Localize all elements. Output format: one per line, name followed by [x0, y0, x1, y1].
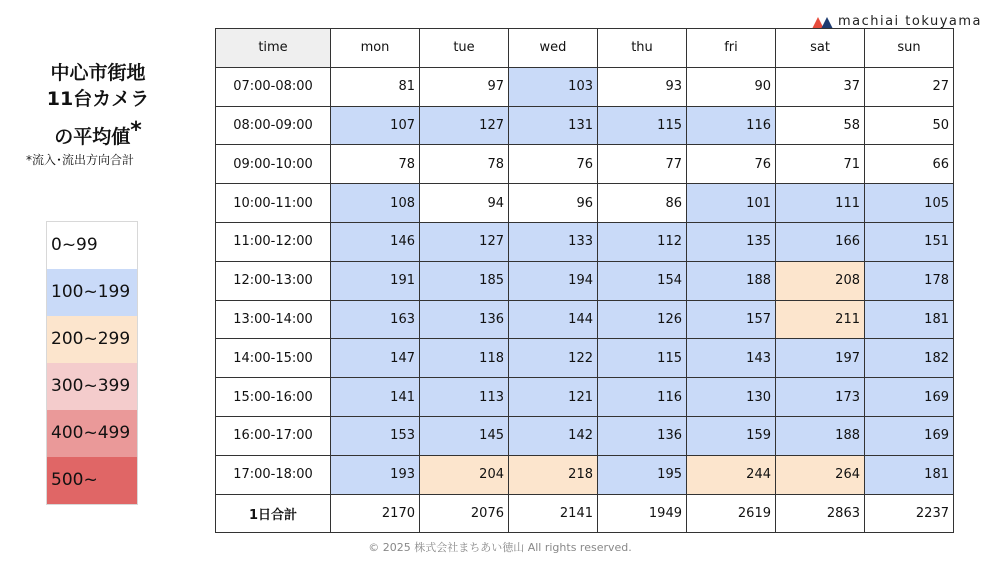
count-cell: 208 [776, 261, 865, 300]
footnote: *流入･流出方向合計 [26, 153, 135, 167]
count-cell: 142 [509, 416, 598, 455]
title-line-3-wrap [18, 116, 178, 152]
total-cell: 2863 [776, 494, 865, 533]
table-row [216, 184, 954, 223]
time-slot-cell: 13:00-14:00 [216, 300, 331, 339]
table-row [216, 222, 954, 261]
page-title [18, 60, 178, 152]
brand-mark-icon [812, 15, 834, 29]
count-cell: 27 [865, 67, 954, 106]
count-cell: 211 [776, 300, 865, 339]
count-cell: 133 [509, 222, 598, 261]
count-cell: 115 [598, 339, 687, 378]
time-slot-cell: 11:00-12:00 [216, 222, 331, 261]
time-slot-cell: 14:00-15:00 [216, 339, 331, 378]
count-cell: 86 [598, 184, 687, 223]
count-cell: 50 [865, 106, 954, 145]
legend-item: 0~99 [47, 222, 137, 269]
count-cell: 58 [776, 106, 865, 145]
count-cell: 71 [776, 145, 865, 184]
count-cell: 194 [509, 261, 598, 300]
time-slot-cell: 16:00-17:00 [216, 416, 331, 455]
count-cell: 188 [776, 416, 865, 455]
count-cell: 181 [865, 455, 954, 494]
total-label: 1日合計 [216, 494, 331, 533]
count-cell: 93 [598, 67, 687, 106]
count-cell: 204 [420, 455, 509, 494]
count-cell: 147 [331, 339, 420, 378]
count-cell: 122 [509, 339, 598, 378]
brand-logo [812, 14, 982, 29]
count-cell: 77 [598, 145, 687, 184]
time-slot-cell: 12:00-13:00 [216, 261, 331, 300]
title-asterisk: * [130, 118, 142, 143]
count-cell: 244 [687, 455, 776, 494]
legend-item: 400~499 [47, 410, 137, 457]
count-cell: 185 [420, 261, 509, 300]
time-slot-cell: 07:00-08:00 [216, 67, 331, 106]
count-cell: 76 [687, 145, 776, 184]
count-cell: 154 [598, 261, 687, 300]
time-slot-cell: 08:00-09:00 [216, 106, 331, 145]
count-cell: 151 [865, 222, 954, 261]
column-header: tue [420, 29, 509, 68]
count-cell: 144 [509, 300, 598, 339]
count-cell: 163 [331, 300, 420, 339]
column-header: wed [509, 29, 598, 68]
count-cell: 146 [331, 222, 420, 261]
table-row [216, 416, 954, 455]
copyright: © 2025 株式会社まちあい徳山 All rights reserved. [368, 541, 632, 554]
count-cell: 108 [331, 184, 420, 223]
count-cell: 37 [776, 67, 865, 106]
count-cell: 193 [331, 455, 420, 494]
count-cell: 101 [687, 184, 776, 223]
column-header: thu [598, 29, 687, 68]
count-cell: 103 [509, 67, 598, 106]
count-cell: 178 [865, 261, 954, 300]
column-header: mon [331, 29, 420, 68]
count-cell: 118 [420, 339, 509, 378]
table-row [216, 106, 954, 145]
count-cell: 78 [331, 145, 420, 184]
count-cell: 153 [331, 416, 420, 455]
count-cell: 182 [865, 339, 954, 378]
count-cell: 173 [776, 378, 865, 417]
count-cell: 197 [776, 339, 865, 378]
count-cell: 136 [598, 416, 687, 455]
count-cell: 111 [776, 184, 865, 223]
count-cell: 127 [420, 222, 509, 261]
count-cell: 90 [687, 67, 776, 106]
count-cell: 78 [420, 145, 509, 184]
count-cell: 166 [776, 222, 865, 261]
column-header: fri [687, 29, 776, 68]
count-cell: 105 [865, 184, 954, 223]
total-cell: 2141 [509, 494, 598, 533]
table-row [216, 67, 954, 106]
count-cell: 94 [420, 184, 509, 223]
count-cell: 169 [865, 378, 954, 417]
column-header: time [216, 29, 331, 68]
table-row [216, 378, 954, 417]
count-cell: 121 [509, 378, 598, 417]
count-cell: 96 [509, 184, 598, 223]
table-row [216, 145, 954, 184]
column-header: sat [776, 29, 865, 68]
count-cell: 81 [331, 67, 420, 106]
legend-item: 100~199 [47, 269, 137, 316]
count-cell: 157 [687, 300, 776, 339]
count-cell: 113 [420, 378, 509, 417]
count-cell: 116 [598, 378, 687, 417]
count-cell: 136 [420, 300, 509, 339]
count-cell: 107 [331, 106, 420, 145]
total-cell: 2619 [687, 494, 776, 533]
table-header-row [216, 29, 954, 68]
table-row [216, 455, 954, 494]
title-line-3: の平均値 [54, 126, 131, 148]
count-cell: 116 [687, 106, 776, 145]
count-cell: 66 [865, 145, 954, 184]
count-cell: 188 [687, 261, 776, 300]
legend-item: 500~ [47, 457, 137, 504]
traffic-table [215, 28, 954, 533]
table-body [216, 67, 954, 533]
count-cell: 264 [776, 455, 865, 494]
title-line-1: 中心市街地 [50, 62, 146, 84]
count-cell: 135 [687, 222, 776, 261]
legend-item: 200~299 [47, 316, 137, 363]
total-cell: 2076 [420, 494, 509, 533]
count-cell: 131 [509, 106, 598, 145]
table-row [216, 300, 954, 339]
count-cell: 141 [331, 378, 420, 417]
column-header: sun [865, 29, 954, 68]
count-cell: 115 [598, 106, 687, 145]
legend-item: 300~399 [47, 363, 137, 410]
time-slot-cell: 17:00-18:00 [216, 455, 331, 494]
total-cell: 2237 [865, 494, 954, 533]
color-legend [46, 221, 138, 505]
count-cell: 159 [687, 416, 776, 455]
count-cell: 218 [509, 455, 598, 494]
total-cell: 2170 [331, 494, 420, 533]
total-cell: 1949 [598, 494, 687, 533]
count-cell: 130 [687, 378, 776, 417]
time-slot-cell: 15:00-16:00 [216, 378, 331, 417]
time-slot-cell: 10:00-11:00 [216, 184, 331, 223]
count-cell: 127 [420, 106, 509, 145]
brand-name: machiai tokuyama [837, 14, 982, 29]
total-row [216, 494, 954, 533]
count-cell: 143 [687, 339, 776, 378]
count-cell: 97 [420, 67, 509, 106]
table-row [216, 261, 954, 300]
count-cell: 126 [598, 300, 687, 339]
time-slot-cell: 09:00-10:00 [216, 145, 331, 184]
title-line-2: 11台カメラ [46, 88, 150, 110]
count-cell: 169 [865, 416, 954, 455]
count-cell: 191 [331, 261, 420, 300]
count-cell: 145 [420, 416, 509, 455]
table-row [216, 339, 954, 378]
count-cell: 76 [509, 145, 598, 184]
count-cell: 112 [598, 222, 687, 261]
count-cell: 181 [865, 300, 954, 339]
count-cell: 195 [598, 455, 687, 494]
